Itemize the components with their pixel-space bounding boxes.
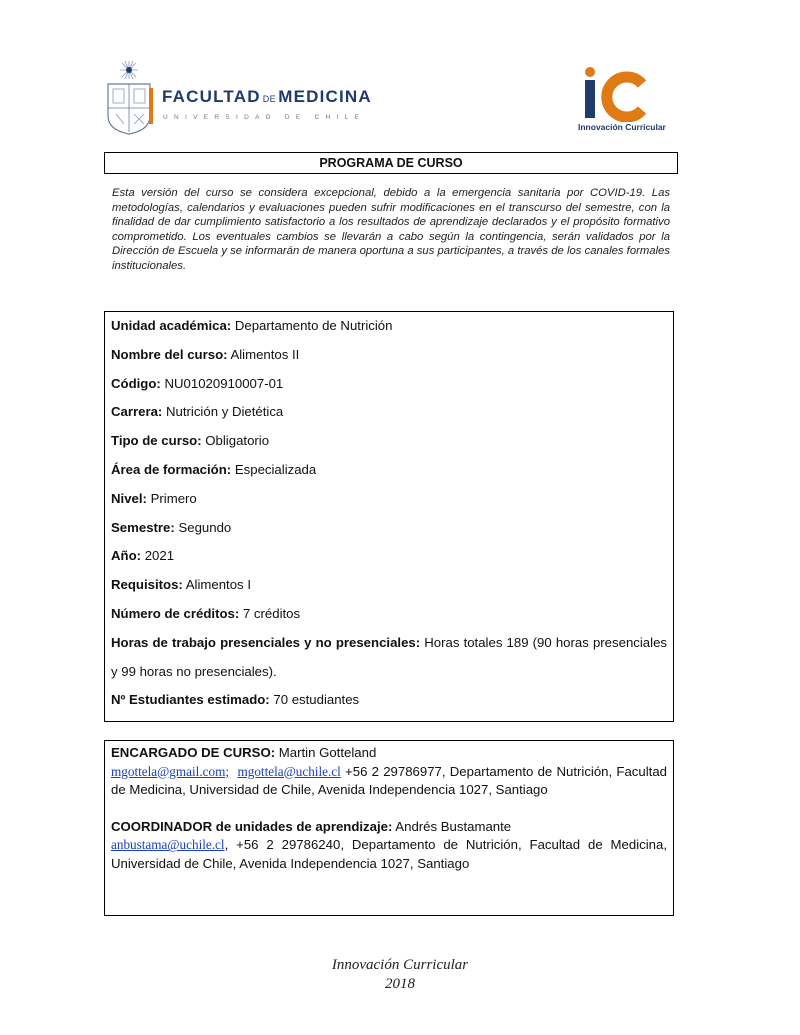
field-estudiantes: Nº Estudiantes estimado: 70 estudiantes xyxy=(111,691,360,707)
page-footer xyxy=(0,956,800,994)
coordinador-details: anbustama@uchile.cl, +56 2 29786240, Departamento de Nutrición, Facultad de Medicina, Universidad de Chile, Avenida Independencia 1027, Santiago xyxy=(111,837,667,871)
faculty-logo-subtitle: UNIVERSIDAD DE CHILE xyxy=(163,114,366,121)
field-carrera: Carrera: Nutrición y Dietética xyxy=(111,404,284,420)
field-anio: Año: 2021 xyxy=(111,548,175,564)
faculty-logo-title: FACULTAD DE MEDICINA xyxy=(162,87,372,106)
field-codigo: Código: NU01020910007-01 xyxy=(111,375,284,391)
field-unidad: Unidad académica: Departamento de Nutrición xyxy=(111,318,393,333)
field-requisitos: Requisitos: Alimentos I xyxy=(111,577,251,593)
field-semestre: Semestre: Segundo xyxy=(111,519,232,535)
encargado-email-link-2[interactable]: mgottela@uchile.cl xyxy=(237,763,341,779)
course-info-box xyxy=(104,311,674,722)
encargado-details: mgottela@gmail.com; mgottela@uchile.cl +56 2 29786977, Departamento de Nutrición, Facultad de Medicina, Universidad de Chile, Avenida Independencia 1027, Santiago xyxy=(111,763,667,798)
field-creditos: Número de créditos: 7 créditos xyxy=(111,605,301,621)
field-tipo: Tipo de curso: Obligatorio xyxy=(111,433,270,449)
field-nivel: Nivel: Primero xyxy=(111,490,197,506)
contacts-box xyxy=(104,740,674,916)
footer-line-1: Innovación Curricular xyxy=(331,957,469,973)
ic-logo-caption: Innovación Curricular xyxy=(578,122,666,132)
field-nombre: Nombre del curso: Alimentos II xyxy=(111,346,300,362)
footer-line-2: 2018 xyxy=(385,976,415,992)
covid-notice: Esta versión del curso se considera excepcional, debido a la emergencia sanitaria por COVID-19. Las metodologías, calendarios y evaluaciones pueden sufrir modificaciones en el transcurso del semestre, con la finalidad de dar cumplimiento satisfactorio a los resultados de aprendizaje declarados y el propósito formativo comprometido. Los eventuales cambios se llevarán a cabo según la contingencia, serán validados por la Dirección de Escuela y se informarán de manera oportuna a sus participantes, a través de los canales formales institucionales. xyxy=(112,187,670,272)
field-area: Área de formación: Especializada xyxy=(111,461,317,477)
coordinador-heading: COORDINADOR de unidades de aprendizaje: Andrés Bustamante xyxy=(111,818,512,834)
encargado-email-link-1[interactable]: mgottela@gmail.com; xyxy=(111,763,229,779)
coordinador-email-link[interactable]: anbustama@uchile.cl xyxy=(111,837,225,853)
university-seal-icon xyxy=(104,58,154,138)
encargado-heading: ENCARGADO DE CURSO: Martin Gotteland xyxy=(111,745,377,760)
faculty-logo-divider xyxy=(149,88,153,124)
field-horas: Horas de trabajo presenciales y no presenciales: Horas totales 189 (90 horas presenciales y 99 horas no presenciales). xyxy=(111,634,667,679)
page-title: PROGRAMA DE CURSO xyxy=(104,152,678,174)
ic-logo-mark-icon xyxy=(576,62,668,122)
